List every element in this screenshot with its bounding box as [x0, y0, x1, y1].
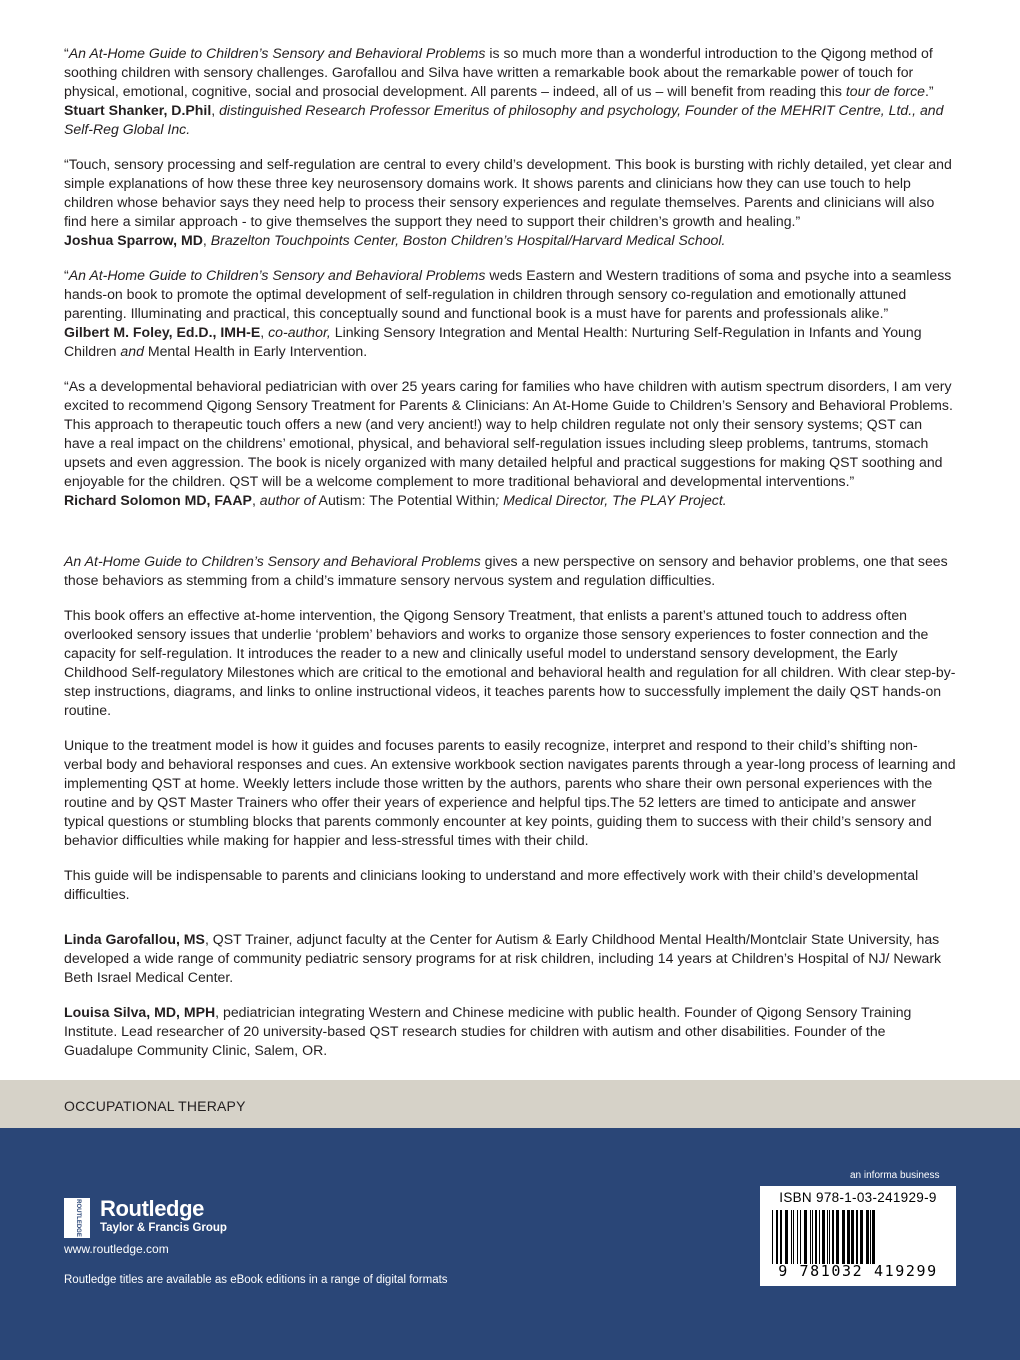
description-paragraph [64, 552, 956, 590]
text-run: Richard Solomon MD, FAAP [64, 492, 252, 508]
text-run: Louisa Silva, MD, MPH [64, 1004, 216, 1020]
text-run: Autism: The Potential Within [315, 492, 496, 508]
barcode-bar [815, 1210, 817, 1264]
barcode-bar [860, 1210, 863, 1264]
text-run: This book offers an effective at-home intervention, the Qigong Sensory Treatment, that enlists a parent’s attuned touch to address often overlooked sensory issues that underlie ‘problem’ behaviors and works to organize those sensory experiences to foster connection and the capacity for self-regulation. It introduces the reader to a new and clinically useful model to understand sensory development, the Early Childhood Self-regulatory Milestones which are critical to the emotional and behavioral health and regulation for all children. With clear step-by-step instructions, diagrams, and links to online instructional videos, it teaches parents how to successfully implement the daily QST hands-on routine. [64, 607, 956, 718]
quote-text [64, 266, 956, 323]
isbn-label: ISBN 978-1-03-241929-9 [779, 1190, 937, 1205]
author-bio [64, 1003, 956, 1060]
text-run: This guide will be indispensable to parents and clinicians looking to understand and more effectively work with their child’s developmental difficulties. [64, 867, 919, 902]
logo-vertical-text: ROUTLEDGE [75, 1199, 81, 1237]
text-run: author of [259, 492, 316, 508]
informa-tagline: an informa business [850, 1170, 940, 1181]
barcode-bar [800, 1210, 801, 1264]
barcode-bar [870, 1210, 871, 1264]
text-run: , [251, 492, 260, 508]
text-run: co-author, [268, 324, 331, 340]
text-run: “Touch, sensory processing and self-regulation are central to every child’s development. This book is bursting with richly detailed, yet clear and simple explanations of how these three key neurosensory domains work. It shows parents and clinicians how they can use touch to help children whose behavior says they need help to process their sensory experiences and regulate themselves. Parents and clinicians will also find here a similar approach - to give themselves the support they need to support their children’s growth and healing.” [64, 156, 952, 229]
barcode-bar [866, 1210, 869, 1264]
back-cover-text [64, 44, 956, 1076]
barcode-bar [851, 1210, 854, 1264]
endorsement-quote [64, 155, 956, 250]
text-run: , [211, 102, 220, 118]
publisher-footer [0, 1128, 1020, 1360]
barcode-bar [804, 1210, 807, 1264]
barcode-bar [842, 1210, 845, 1264]
barcode-bar [780, 1210, 782, 1264]
text-run: tour de force [845, 83, 925, 99]
text-run: An At-Home Guide to Children’s Sensory and Behavioral Problems [68, 45, 486, 61]
isbn-barcode-box [760, 1186, 956, 1286]
text-run: Brazelton Touchpoints Center, Boston Children’s Hospital/Harvard Medical School. [210, 232, 726, 248]
text-run: .” [925, 83, 934, 99]
barcode-bar [812, 1210, 813, 1264]
text-run: is so much more than a wonderful introduction to the Qigong method of soothing children with sensory challenges. Garofallou and Silva have written a remarkable book about the remarkable power of touch for physical, emotional, cognitive, social and prosocial development. All parents – indeed, all of us – will benefit from reading this [64, 45, 933, 99]
barcode-digits: 9 781032 419299 [778, 1262, 938, 1280]
barcode-bar [822, 1210, 825, 1264]
barcode-bar [793, 1210, 794, 1264]
text-run: , [202, 232, 211, 248]
quote-attribution [64, 323, 956, 361]
barcode-bar [785, 1210, 788, 1264]
barcode-bar [832, 1210, 834, 1264]
text-run: Linking Sensory Integration and Mental Health: Nurturing Self-Regulation in Infants and Young Children [64, 324, 922, 359]
barcode-bar [797, 1210, 798, 1264]
endorsement-quote [64, 44, 956, 139]
barcode-bar [829, 1210, 830, 1264]
barcode-bar [856, 1210, 858, 1264]
text-run: Stuart Shanker, D.Phil [64, 102, 212, 118]
quote-attribution [64, 491, 956, 510]
barcode-bar [772, 1210, 773, 1264]
text-run: , [260, 324, 269, 340]
barcode-bar [847, 1210, 850, 1264]
text-run: Linda Garofallou, MS [64, 931, 205, 947]
quote-text [64, 44, 956, 101]
description-paragraph [64, 736, 956, 850]
barcode-bar [791, 1210, 792, 1264]
barcode-bar [836, 1210, 839, 1264]
barcode-bar [776, 1210, 778, 1264]
description-paragraph [64, 866, 956, 904]
description-paragraph [64, 606, 956, 720]
endorsements-section [64, 44, 956, 510]
category-band [0, 1080, 1020, 1128]
routledge-logo-icon [64, 1198, 90, 1238]
publisher-name: Routledge [100, 1196, 204, 1221]
text-run: Mental Health in Early Intervention. [143, 343, 368, 359]
text-run: An At-Home Guide to Children’s Sensory and Behavioral Problems [68, 267, 486, 283]
barcode-bar [819, 1210, 820, 1264]
publisher-url[interactable]: www.routledge.com [64, 1242, 169, 1256]
text-run: , pediatrician integrating Western and Chinese medicine with public health. Founder of Qigong Sensory Training Institute. Lead researcher of 20 university-based QST research studies for children with autism and other disabilities. Founder of the Guadalupe Community Clinic, Salem, OR. [64, 1004, 912, 1058]
text-run: “As a developmental behavioral pediatrician with over 25 years caring for families who have children with autism spectrum disorders, I am very excited to recommend Qigong Sensory Treatment for Parents & Clinicians: An At-Home Guide to Children’s Sensory and Behavioral Problems. This approach to therapeutic touch offers a new (and very ancient!) way to help children regulate not only their sensory systems; QST can have a real impact on the childrens’ emotional, physical, and behavioral self-regulation issues including sleep problems, tantrums, stomach upsets and even aggression. The book is nicely organized with many detailed helpful and practical suggestions for making QST soothing and enjoyable for the children. QST will be a welcome complement to more traditional behavioral and developmental interventions.” [64, 378, 953, 489]
text-run: An At-Home Guide to Children’s Sensory and Behavioral Problems [64, 553, 481, 569]
text-run: Unique to the treatment model is how it guides and focuses parents to easily recognize, interpret and respond to their child’s shifting non-verbal body and behavioral responses and cues. An extensive workbook section navigates parents through a year-long process of learning and implementing QST at home. Weekly letters include those written by the authors, parents who share their own personal experiences with the routine and by QST Master Trainers who offer their years of experience and helpful tips.The 52 letters are timed to anticipate and answer typical questions or stumbling blocks that parents commonly encounter at key points, guiding them to success with their child’s sensory and behavior difficulties while making for happier and less-stressful times with their child. [64, 737, 956, 848]
quote-text [64, 377, 956, 491]
description-section [64, 552, 956, 904]
category-label: OCCUPATIONAL THERAPY [64, 1098, 246, 1114]
text-run: Joshua Sparrow, MD [64, 232, 203, 248]
text-run: distinguished Research Professor Emeritus of philosophy and psychology, Founder of the MEHRIT Centre, Ltd., and Self-Reg Global Inc. [64, 102, 944, 137]
text-run: , QST Trainer, adjunct faculty at the Center for Autism & Early Childhood Mental Health/Montclair State University, has developed a wide range of community pediatric sensory programs for at risk children, including 14 years at Children’s Hospital of NJ/ Newark Beth Israel Medical Center. [64, 931, 942, 985]
barcode-bar [827, 1210, 828, 1264]
endorsement-quote [64, 377, 956, 510]
barcode [770, 1210, 946, 1264]
text-run: and [120, 343, 144, 359]
ebook-note: Routledge titles are available as eBook editions in a range of digital formats [64, 1274, 448, 1286]
text-run: weds Eastern and Western traditions of soma and psyche into a seamless hands-on book to promote the optimal development of self-regulation in children through sensory co-regulation and emotionally attuned parenting. Illuminating and practical, this conceptually sound and functional book is a must have for parents and professionals alike.” [64, 267, 952, 321]
text-run: Gilbert M. Foley, Ed.D., IMH-E [64, 324, 261, 340]
author-bio [64, 930, 956, 987]
publisher-group: Taylor & Francis Group [100, 1222, 227, 1234]
text-run: “ [64, 267, 69, 283]
endorsement-quote [64, 266, 956, 361]
text-run: “ [64, 45, 69, 61]
text-run: gives a new perspective on sensory and behavior problems, one that sees those behaviors as stemming from a child’s immature sensory nervous system and regulation difficulties. [64, 553, 948, 588]
quote-attribution [64, 101, 956, 139]
barcode-bar [810, 1210, 811, 1264]
barcode-bar [872, 1210, 875, 1264]
quote-attribution [64, 231, 956, 250]
quote-text [64, 155, 956, 231]
author-bios-section [64, 930, 956, 1060]
text-run: ; Medical Director, The PLAY Project. [495, 492, 727, 508]
